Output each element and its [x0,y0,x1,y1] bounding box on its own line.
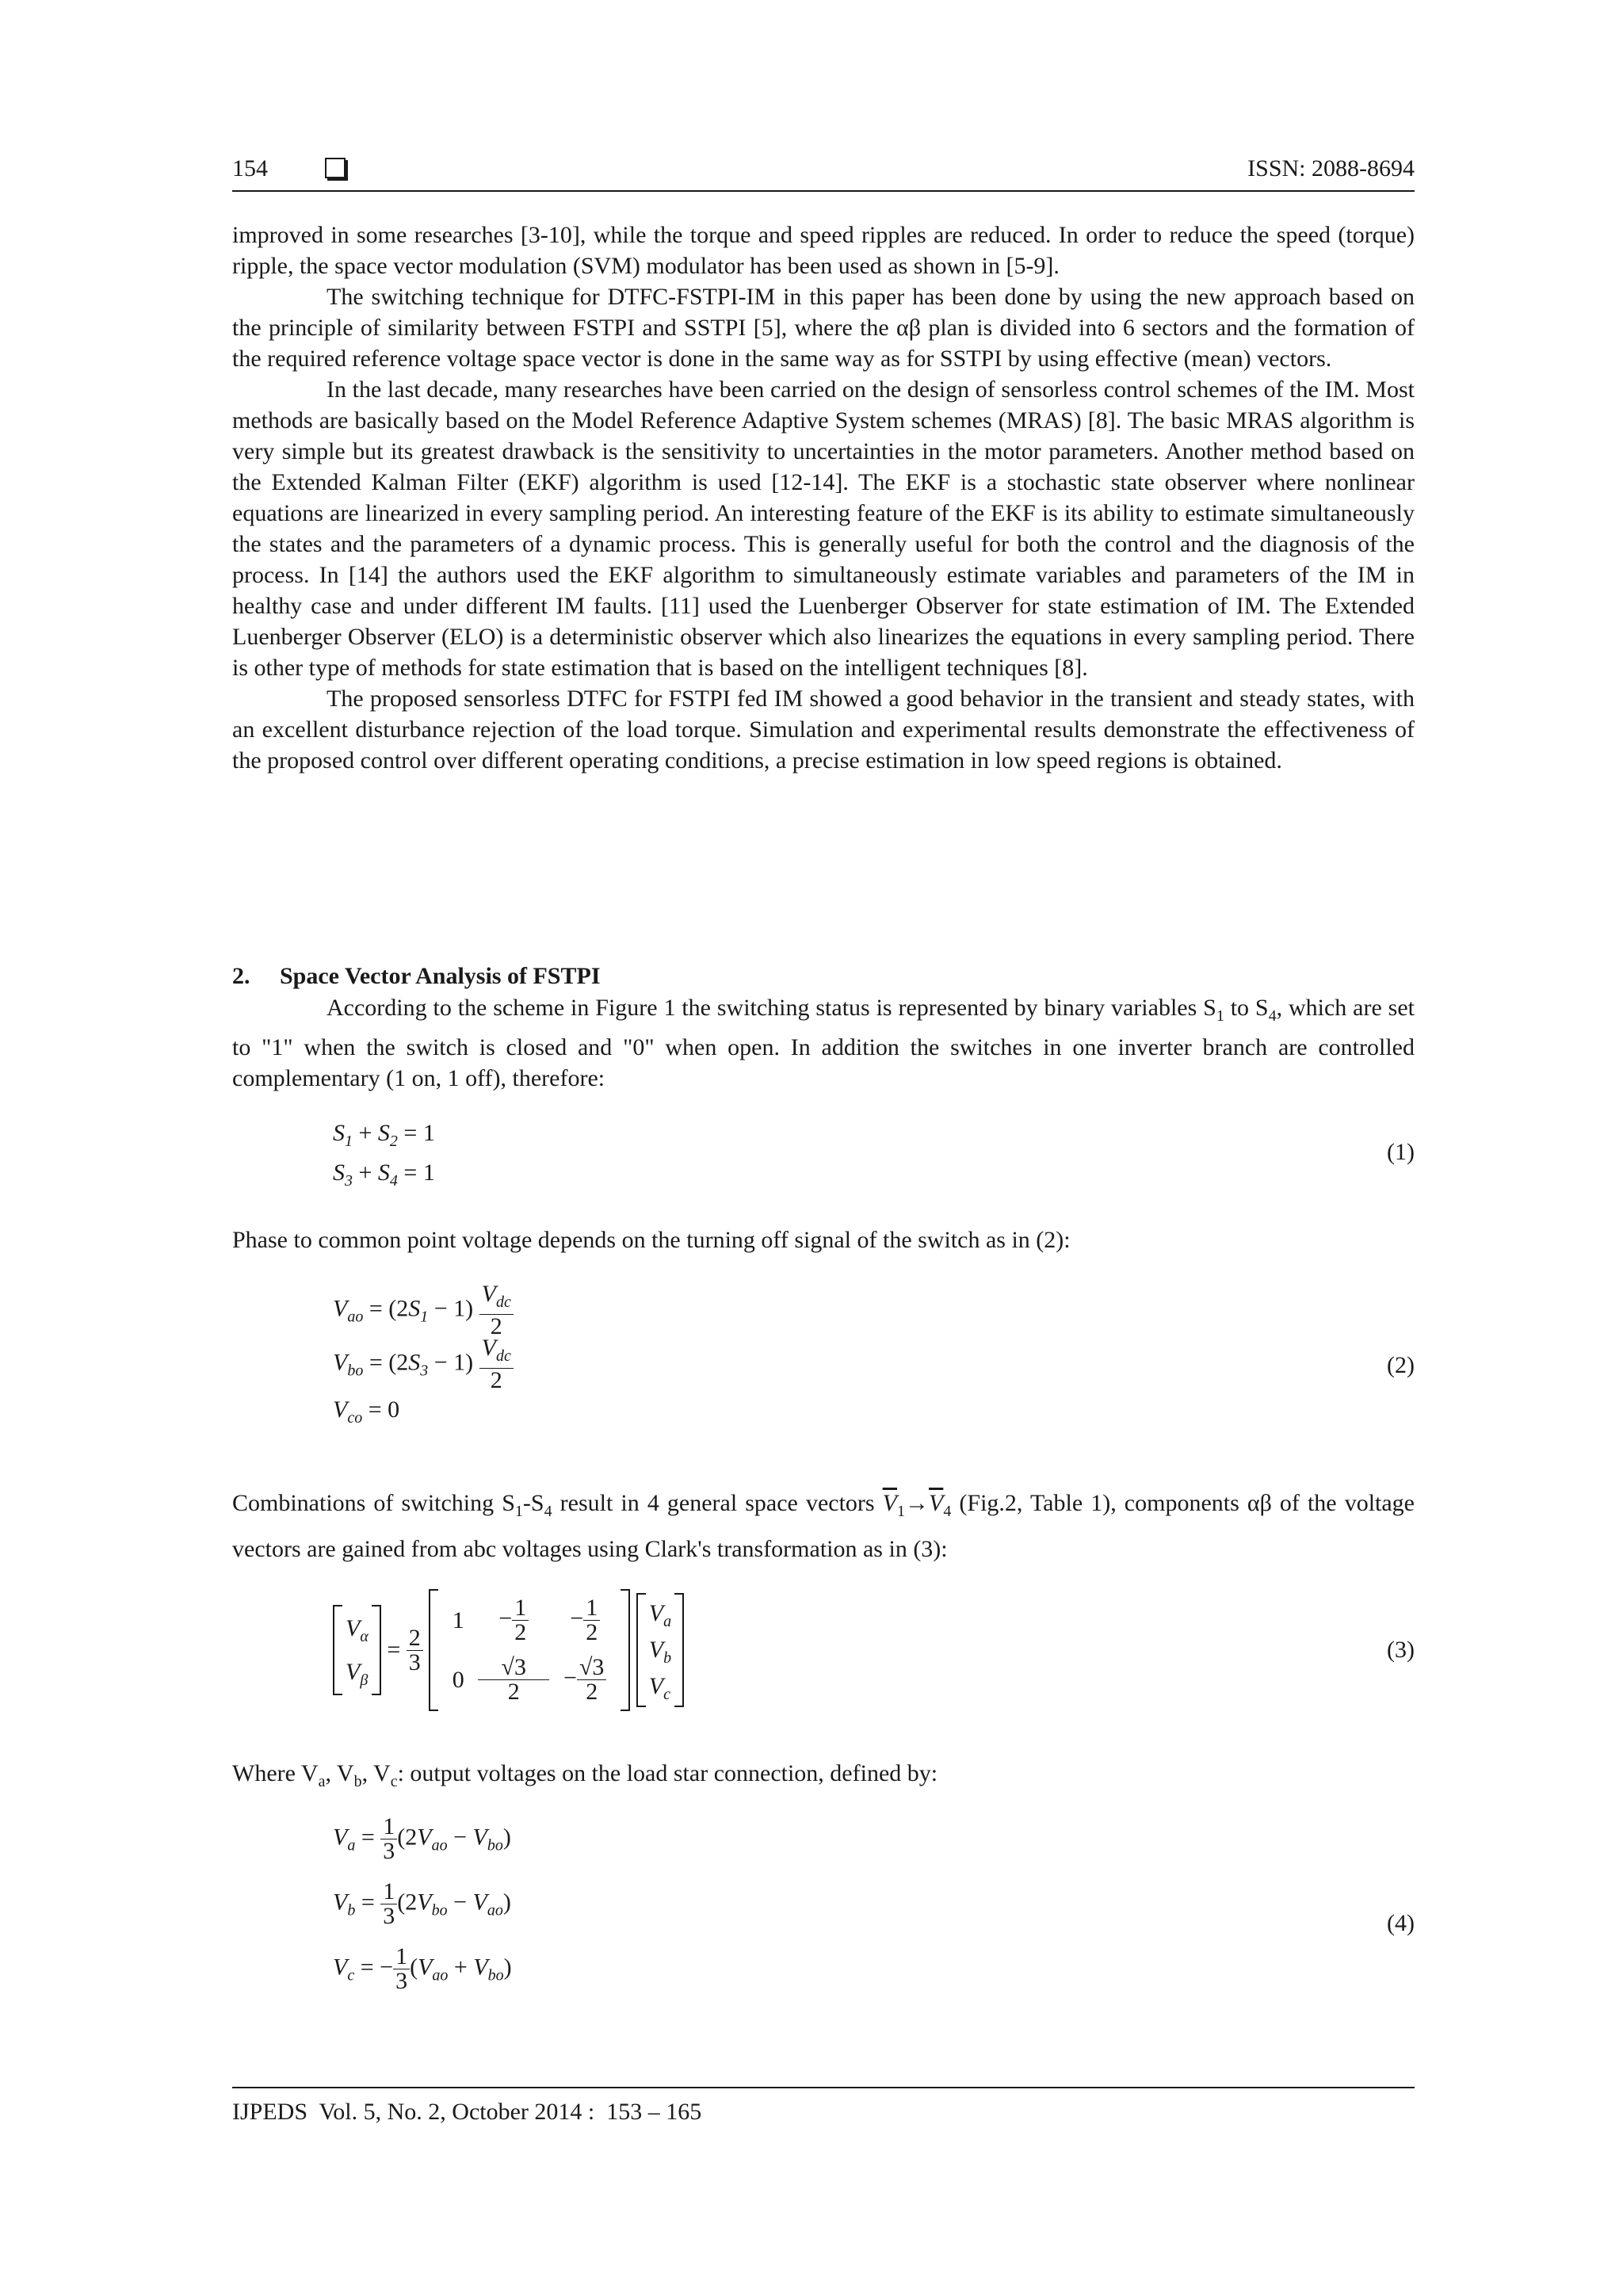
equation-3: $V_\alpha$ $V_\beta$ = $\frac{2}{3}$ 1 − $\frac{1}{2}$ − $\frac{1}{2}$ 0 $\frac{√3}{2}$ − $\frac{√3}{2}$ $V_a$ $V_b$ $V_c$ [333,1589,684,1711]
paragraph-3: In the last decade, many researches have been carried on the design of sensorless control schemes of the IM. Most methods are basically based on the Model Reference Adaptive System schemes (MRAS) [8]. The basic MRAS algorithm is very simple but its greatest drawback is the sensitivity to uncertainties in the motor parameters. Another method based on the Extended Kalman Filter (EKF) algorithm is used [12-14]. The EKF is a stochastic state observer where nonlinear equations are linearized in every sampling period. An interesting feature of the EKF is its ability to estimate simultaneously the states and the parameters of a dynamic process. This is generally useful for both the control and the diagnosis of the process. In [14] the authors used the EKF algorithm to simultaneously estimate variables and parameters of the IM in healthy case and under different IM faults. [11] used the Luenberger Observer for state estimation of IM. The Extended Luenberger Observer (ELO) is a deterministic observer which also linearizes the equations in every sampling period. There is other type of methods for state estimation that is based on the intelligent techniques [8]. [232,376,1415,681]
header-rule [232,190,1415,192]
paragraph-2: The switching technique for DTFC-FSTPI-IM in this paper has been done by using the new approach based on the principle of similarity between FSTPI and SSTPI [5], where the αβ plan is divided into 6 sectors and the formation of the required reference voltage space vector is done in the same way as for SSTPI by using effective (mean) vectors. [232,284,1415,372]
section-paragraph-4: Where $V_a$, $V_b$, $V_c$: output voltages on the load star connection, defined by: [232,1760,938,1790]
equation-4: $V_a$ = $\frac{1}{3}$ $(2V_{ao} - V_{bo})$ $V_b$ = $\frac{1}{3}$ $(2V_{bo} - V_{ao})$ $V_c$ = − $\frac{1}{3}$ $(V_{ao} + V_{bo})$ [333,1813,512,1994]
footer-citation: IJPEDS Vol. 5, No. 2, October 2014 : 153 – 165 [232,2099,702,2125]
equation-2-number: (2) [1387,1352,1415,1378]
equation-1-number: (1) [1387,1139,1415,1165]
paragraph-1: improved in some researches [3-10], while the torque and speed ripples are reduced. In order to reduce the speed (torque) ripple, the space vector modulation (SVM) modulator has been used as shown in [5-9]. [232,222,1415,279]
equation-4-number: (4) [1387,1910,1415,1936]
equation-1: $S_1 + S_2 = 1$ $S_3 + S_4 = 1$ [333,1120,435,1190]
paragraph-4: The proposed sensorless DTFC for FSTPI fed IM showed a good behavior in the transient and steady states, with an excellent disturbance rejection of the load torque. Simulation and experimental results demonstrate the effectiveness of the proposed control over different operating conditions, a precise estimation in low speed regions is obtained. [232,686,1415,774]
equation-3-number: (3) [1387,1637,1415,1663]
section-title: Space Vector Analysis of FSTPI [280,963,601,989]
page-number: 154 [232,155,268,181]
issn-label: ISSN: 2088-8694 [1247,155,1415,181]
square-bullet-icon [325,158,346,178]
section-paragraph-1: According to the scheme in Figure 1 the switching status is represented by binary variables $S_1$ to $S_4$, which are set to "1" when the switch is closed and "0" when open. In addition the switches in one inverter branch are controlled complementary (1 on, 1 off), therefore: [232,995,1415,1091]
intro-paragraphs [232,220,1415,776]
section-paragraph-2: Phase to common point voltage depends on the turning off signal of the switch as in (2): [232,1227,1071,1253]
equation-2: $V_{ao} = (2S_1 - 1)$ $\frac{V_{dc}}{2}$ $V_{bo} = (2S_3 - 1)$ $\frac{V_{dc}}{2}$ $V_{co} = 0$ [333,1282,514,1427]
section-heading [232,963,601,990]
footer-rule [232,2087,1415,2088]
section-paragraph-3: Combinations of switching $S_1-S_4$ result in 4 general space vectors $\overline{V}_1\to\overline{V}_4$ (Fig.2, Table 1), components αβ of the voltage vectors are gained from abc voltages using Clark's transformation as in (3): [232,1490,1415,1562]
section-number: 2. [232,963,250,989]
